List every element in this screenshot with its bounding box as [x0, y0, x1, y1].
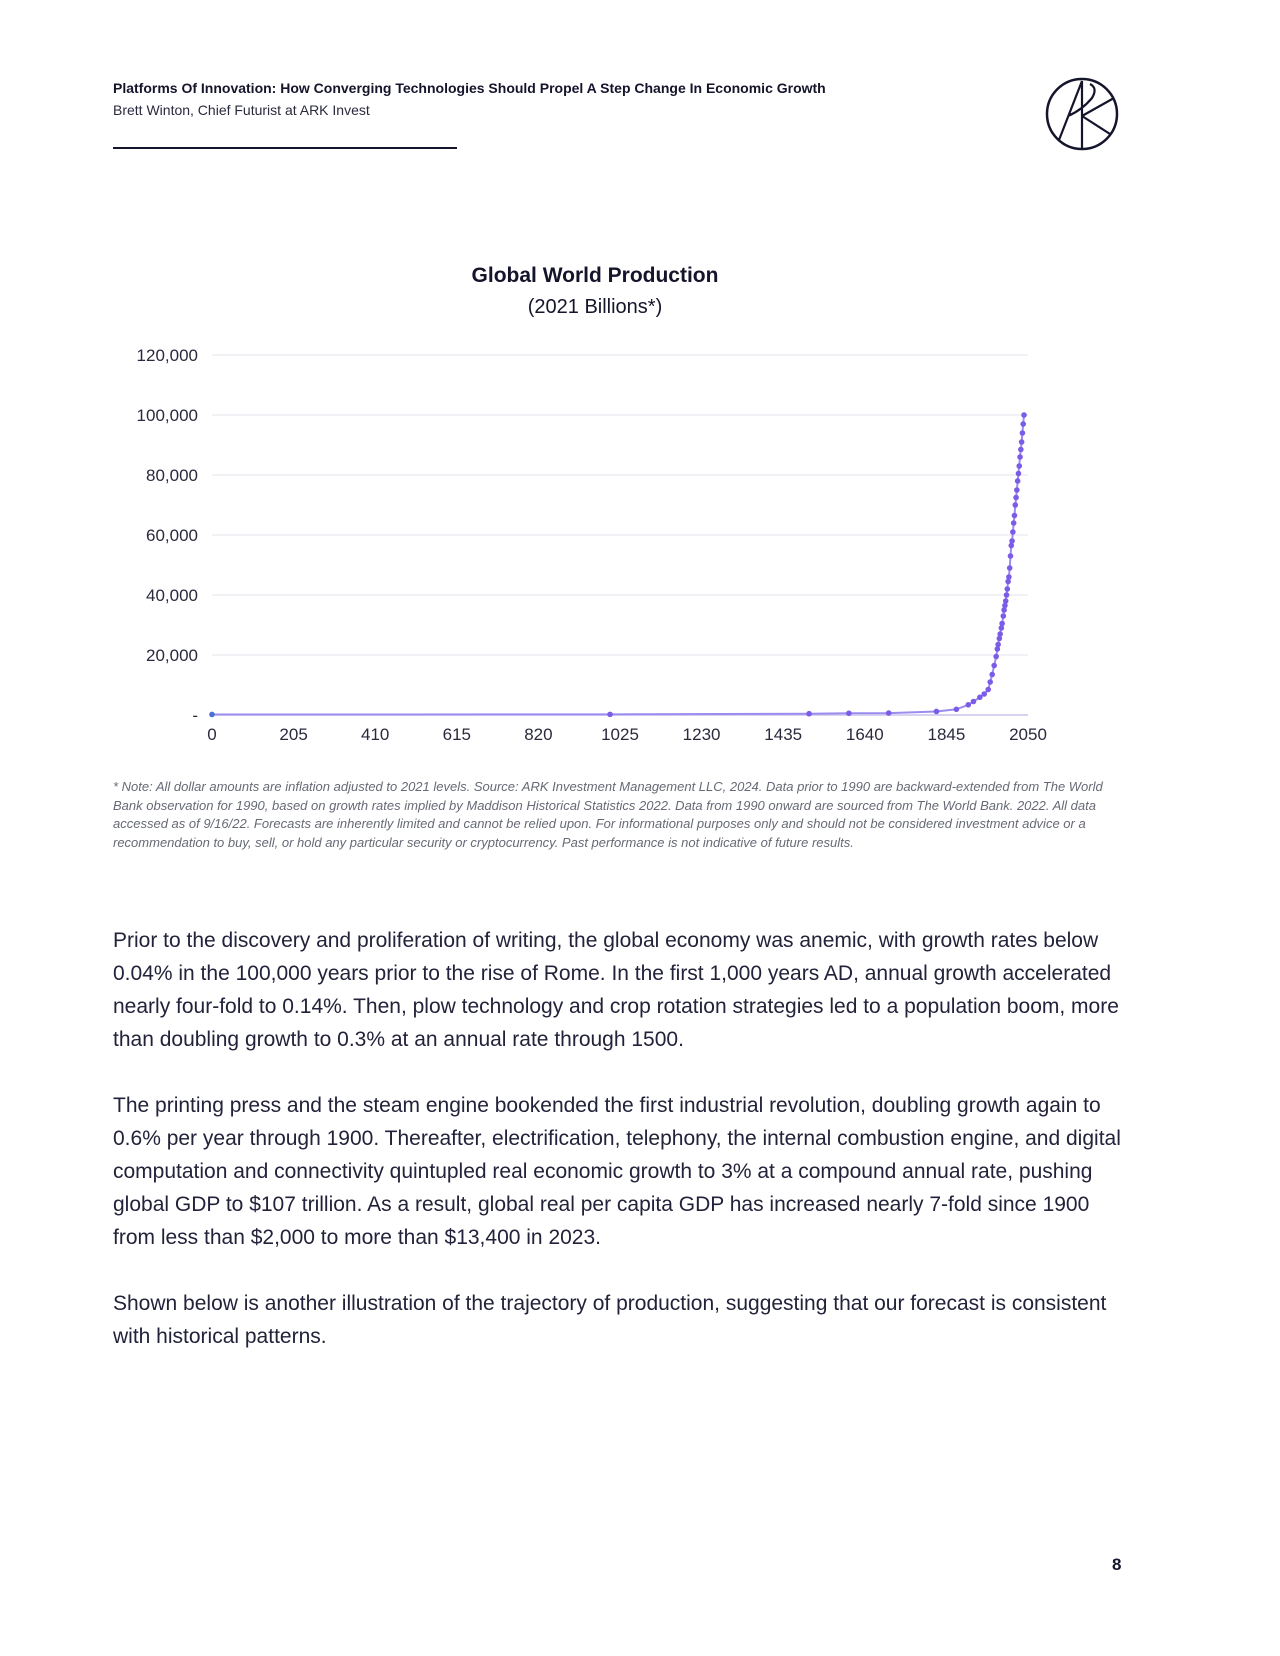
- data-point: [954, 707, 960, 713]
- paragraph-1: Prior to the discovery and proliferation of writing, the global economy was anemic, with growth rates below 0.04% in the 100,000 years prior to the rise of Rome. In the first 1,000 years AD, annual growth accelerated nearly four-fold to 0.14%. Then, plow technology and crop rotation strategies led to a population boom, more than doubling growth to 0.3% at an annual rate through 1500.: [113, 929, 1119, 1051]
- data-point: [209, 712, 215, 718]
- data-point: [1001, 613, 1007, 619]
- data-point: [1006, 574, 1012, 580]
- data-point: [607, 712, 613, 718]
- data-point: [886, 710, 892, 716]
- ark-logo-icon: [1044, 76, 1120, 152]
- body-text: [113, 924, 1133, 1386]
- x-tick-label: 0: [207, 725, 217, 744]
- x-tick-label: 820: [524, 725, 553, 744]
- y-tick-label: 120,000: [136, 346, 198, 365]
- data-point: [1004, 592, 1010, 598]
- y-tick-label: 60,000: [146, 526, 198, 545]
- page-number: 8: [1112, 1555, 1122, 1574]
- data-point: [806, 711, 812, 717]
- x-tick-label: 1025: [601, 725, 639, 744]
- data-point: [1008, 553, 1014, 559]
- document-author: Brett Winton, Chief Futurist at ARK Invest: [113, 102, 370, 118]
- data-point: [1010, 529, 1016, 535]
- x-tick-label: 205: [279, 725, 308, 744]
- data-point: [965, 702, 971, 708]
- x-tick-label: 1435: [764, 725, 803, 744]
- data-point: [989, 672, 995, 678]
- y-tick-label: 20,000: [146, 646, 198, 665]
- chart-container: [0, 258, 1280, 758]
- data-point: [1016, 463, 1022, 469]
- data-point: [1015, 478, 1021, 484]
- y-tick-label: 40,000: [146, 586, 198, 605]
- data-point: [999, 621, 1005, 627]
- x-tick-label: 1230: [682, 725, 721, 744]
- data-point: [1017, 454, 1023, 460]
- y-tick-label: 100,000: [136, 406, 198, 425]
- chart-footnote: * Note: All dollar amounts are inflation adjusted to 2021 levels. Source: ARK Investment Management LLC, 2024. Data prior to 1990 are backward-extended from The World Bank observation for 1990, based on growth rates implied by Maddison Historical Statistics 2022. Data from 1990 onward are sourced from The World Bank. 2022. All data accessed as of 9/16/22. Forecasts are inherently limited and cannot be relied upon. For informational purposes only and should not be considered investment advice or a recommendation to buy, sell, or hold any particular security or cryptocurrency. Past performance is not indicative of future results.: [113, 779, 1103, 850]
- data-point: [846, 710, 852, 716]
- data-point: [981, 691, 987, 697]
- data-point: [1014, 487, 1020, 493]
- data-point: [1016, 471, 1022, 477]
- data-point: [997, 631, 1003, 637]
- x-tick-label: 410: [361, 725, 390, 744]
- data-point: [993, 654, 999, 660]
- paragraph-2: The printing press and the steam engine bookended the first industrial revolution, doubling growth again to 0.6% per year through 1900. Thereafter, electrification, telephony, the internal combustion engine, and digital computation and connectivity quintupled real economic growth to 3% at a compound annual rate, pushing global GDP to $107 trillion. As a result, global real per capita GDP has increased nearly 7-fold since 1900 from less than $2,000 to more than $13,400 in 2023.: [113, 1094, 1121, 1249]
- data-point: [1018, 447, 1024, 453]
- chart-subtitle: (2021 Billions*): [527, 296, 663, 318]
- data-point: [1020, 430, 1026, 436]
- data-point: [1020, 421, 1026, 427]
- document-title: Platforms Of Innovation: How Converging Technologies Should Propel A Step Change In Economic Growth: [113, 80, 826, 96]
- data-point: [1021, 412, 1027, 418]
- x-tick-label: 1640: [845, 725, 884, 744]
- paragraph-3: Shown below is another illustration of the trajectory of production, suggesting that our forecast is consistent with historical patterns.: [113, 1292, 1107, 1348]
- data-point: [985, 687, 991, 693]
- data-point: [1019, 439, 1025, 445]
- data-point: [1007, 565, 1013, 571]
- y-tick-label: -: [192, 706, 198, 725]
- data-point: [1011, 520, 1017, 526]
- x-tick-label: 2050: [1009, 725, 1047, 744]
- data-point: [934, 709, 940, 715]
- data-point: [1009, 538, 1015, 544]
- x-tick-label: 1845: [927, 725, 966, 744]
- data-point: [995, 642, 1001, 648]
- data-point: [1012, 502, 1018, 508]
- data-point: [1013, 495, 1019, 501]
- data-point: [1012, 513, 1018, 519]
- data-point: [991, 663, 997, 669]
- document-header: [113, 80, 1013, 118]
- series-line: [212, 415, 1024, 715]
- data-point: [971, 699, 977, 705]
- y-tick-label: 80,000: [146, 466, 198, 485]
- line-chart: [0, 258, 1280, 758]
- data-point: [1003, 598, 1009, 604]
- header-divider: [113, 147, 457, 149]
- data-point: [987, 679, 993, 685]
- data-point: [1005, 586, 1011, 592]
- x-tick-label: 615: [442, 725, 471, 744]
- chart-title: Global World Production: [471, 264, 719, 287]
